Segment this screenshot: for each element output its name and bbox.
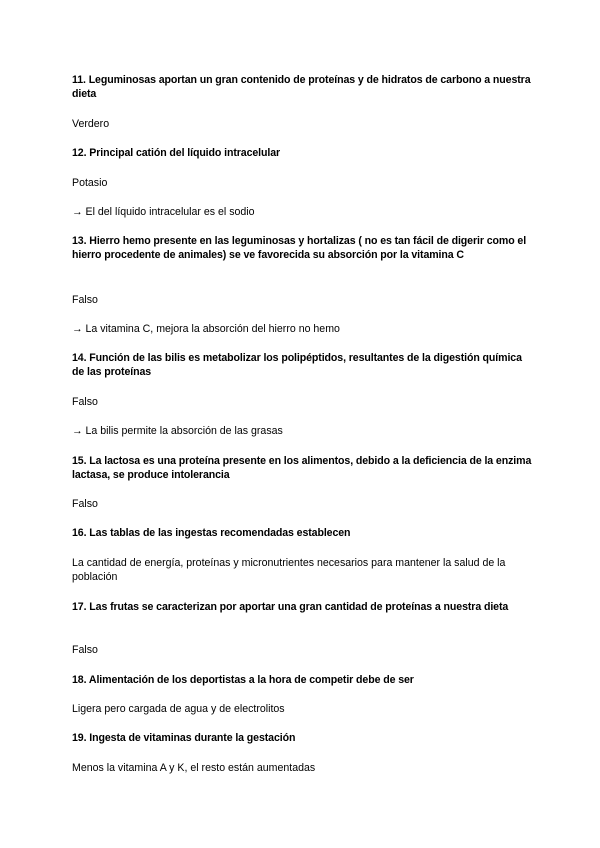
question-16: 16. Las tablas de las ingestas recomendadas establecen [72,527,351,539]
note-12: → El del líquido intracelular es el sodio [72,206,255,218]
question-13: 13. Hierro hemo presente en las leguminosas y hortalizas ( no es tan fácil de digerir como el hierro procedente de animales) se ve favorecida su absorción por la vitamina C [72,235,527,261]
answer-12: Potasio [72,177,108,189]
answer-17: Falso [72,644,98,656]
question-11: 11. Leguminosas aportan un gran contenido de proteínas y de hidratos de carbono a nuestra dieta [72,74,531,100]
answer-16: La cantidad de energía, proteínas y micronutrientes necesarios para mantener la salud de la población [72,557,506,583]
question-17: 17. Las frutas se caracterizan por aportar una gran cantidad de proteínas a nuestra dieta [72,601,509,613]
question-15: 15. La lactosa es una proteína presente en los alimentos, debido a la deficiencia de la enzima lactasa, se produce intolerancia [72,455,532,481]
answer-11: Verdero [72,118,110,130]
question-18: 18. Alimentación de los deportistas a la hora de competir debe de ser [72,674,414,686]
answer-18: Ligera pero cargada de agua y de electrolitos [72,703,285,715]
answer-19: Menos la vitamina A y K, el resto están aumentadas [72,762,316,774]
question-12: 12. Principal catión del líquido intracelular [72,147,281,159]
question-14: 14. Función de las bilis es metabolizar los polipéptidos, resultantes de la digestión química de las proteínas [72,352,522,378]
note-13: → La vitamina C, mejora la absorción del hierro no hemo [72,323,340,335]
answer-13: Falso [72,294,98,306]
answer-15: Falso [72,498,98,510]
note-14: → La bilis permite la absorción de las grasas [72,425,283,437]
question-19: 19. Ingesta de vitaminas durante la gestación [72,732,296,744]
answer-14: Falso [72,396,98,408]
